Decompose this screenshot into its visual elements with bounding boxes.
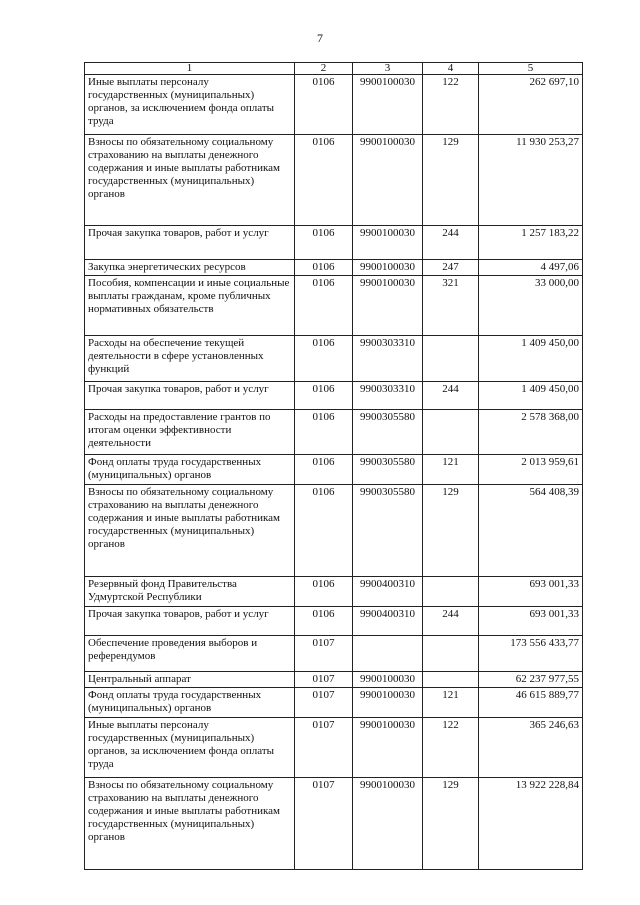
row-name-cell: Расходы на обеспечение текущей деятельности в сфере установленных функций (85, 336, 295, 382)
row-sum-cell: 13 922 228,84 (479, 778, 583, 870)
table-row (85, 688, 583, 718)
row-name-cell: Взносы по обязательному социальному страхованию на выплаты денежного содержания и иные выплаты работникам государственных (муниципальных) органов (85, 485, 295, 577)
row-sum-cell: 46 615 889,77 (479, 688, 583, 718)
row-name-cell: Обеспечение проведения выборов и референдумов (85, 636, 295, 672)
row-sum-cell: 365 246,63 (479, 718, 583, 778)
row-code-cell: 9900100030 (353, 276, 423, 336)
table-row (85, 485, 583, 577)
row-section-cell: 0107 (295, 672, 353, 688)
row-section-cell: 0107 (295, 688, 353, 718)
table-row (85, 135, 583, 226)
column-header-section: 2 (295, 63, 353, 75)
row-type-cell (423, 410, 479, 455)
row-name-cell: Расходы на предоставление грантов по итогам оценки эффективности деятельности (85, 410, 295, 455)
row-sum-cell: 693 001,33 (479, 607, 583, 636)
row-name-cell: Прочая закупка товаров, работ и услуг (85, 607, 295, 636)
table-row (85, 410, 583, 455)
table-row (85, 382, 583, 410)
row-code-cell: 9900305580 (353, 485, 423, 577)
row-name-cell: Фонд оплаты труда государственных (муниципальных) органов (85, 688, 295, 718)
row-code-cell: 9900305580 (353, 455, 423, 485)
row-code-cell: 9900303310 (353, 336, 423, 382)
row-section-cell: 0106 (295, 607, 353, 636)
row-sum-cell: 262 697,10 (479, 75, 583, 135)
budget-table (84, 62, 583, 870)
table-row (85, 672, 583, 688)
row-sum-cell: 11 930 253,27 (479, 135, 583, 226)
table-row (85, 276, 583, 336)
row-section-cell: 0106 (295, 382, 353, 410)
row-section-cell: 0106 (295, 485, 353, 577)
row-name-cell: Центральный аппарат (85, 672, 295, 688)
row-section-cell: 0106 (295, 577, 353, 607)
row-section-cell: 0106 (295, 75, 353, 135)
row-code-cell: 9900100030 (353, 260, 423, 276)
row-type-cell (423, 577, 479, 607)
row-sum-cell: 33 000,00 (479, 276, 583, 336)
row-sum-cell: 4 497,06 (479, 260, 583, 276)
table-row (85, 718, 583, 778)
row-section-cell: 0107 (295, 636, 353, 672)
row-sum-cell: 564 408,39 (479, 485, 583, 577)
row-sum-cell: 1 409 450,00 (479, 336, 583, 382)
table-row (85, 778, 583, 870)
row-type-cell: 121 (423, 455, 479, 485)
row-name-cell: Закупка энергетических ресурсов (85, 260, 295, 276)
column-header-name: 1 (85, 63, 295, 75)
table-row (85, 336, 583, 382)
row-type-cell: 247 (423, 260, 479, 276)
row-type-cell: 122 (423, 75, 479, 135)
table-row (85, 577, 583, 607)
row-type-cell: 122 (423, 718, 479, 778)
row-name-cell: Иные выплаты персоналу государственных (муниципальных) органов, за исключением фонда оплаты труда (85, 718, 295, 778)
row-sum-cell: 693 001,33 (479, 577, 583, 607)
row-name-cell: Иные выплаты персоналу государственных (муниципальных) органов, за исключением фонда оплаты труда (85, 75, 295, 135)
row-section-cell: 0106 (295, 455, 353, 485)
row-type-cell: 244 (423, 607, 479, 636)
row-name-cell: Взносы по обязательному социальному страхованию на выплаты денежного содержания и иные выплаты работникам государственных (муниципальных) органов (85, 135, 295, 226)
row-code-cell: 9900305580 (353, 410, 423, 455)
row-section-cell: 0106 (295, 336, 353, 382)
row-sum-cell: 1 257 183,22 (479, 226, 583, 260)
row-code-cell: 9900100030 (353, 135, 423, 226)
row-code-cell: 9900100030 (353, 75, 423, 135)
row-section-cell: 0106 (295, 135, 353, 226)
row-type-cell (423, 336, 479, 382)
table-header-row (85, 63, 583, 75)
row-type-cell: 244 (423, 382, 479, 410)
row-type-cell (423, 672, 479, 688)
row-type-cell: 129 (423, 485, 479, 577)
table-row (85, 607, 583, 636)
row-type-cell: 321 (423, 276, 479, 336)
row-section-cell: 0107 (295, 718, 353, 778)
table-row (85, 226, 583, 260)
row-type-cell: 129 (423, 135, 479, 226)
table-body (85, 75, 583, 870)
row-name-cell: Резервный фонд Правительства Удмуртской Республики (85, 577, 295, 607)
row-name-cell: Прочая закупка товаров, работ и услуг (85, 226, 295, 260)
row-code-cell: 9900400310 (353, 607, 423, 636)
row-section-cell: 0106 (295, 276, 353, 336)
row-sum-cell: 2 013 959,61 (479, 455, 583, 485)
row-type-cell: 244 (423, 226, 479, 260)
table-row (85, 75, 583, 135)
row-type-cell: 129 (423, 778, 479, 870)
table-row (85, 260, 583, 276)
row-section-cell: 0106 (295, 260, 353, 276)
row-section-cell: 0107 (295, 778, 353, 870)
row-code-cell: 9900100030 (353, 688, 423, 718)
row-code-cell: 9900100030 (353, 226, 423, 260)
row-name-cell: Фонд оплаты труда государственных (муниципальных) органов (85, 455, 295, 485)
column-header-type: 4 (423, 63, 479, 75)
table-row (85, 636, 583, 672)
row-sum-cell: 62 237 977,55 (479, 672, 583, 688)
column-header-code: 3 (353, 63, 423, 75)
column-header-sum: 5 (479, 63, 583, 75)
row-name-cell: Прочая закупка товаров, работ и услуг (85, 382, 295, 410)
row-name-cell: Пособия, компенсации и иные социальные выплаты гражданам, кроме публичных нормативных обязательств (85, 276, 295, 336)
row-code-cell: 9900100030 (353, 718, 423, 778)
row-sum-cell: 1 409 450,00 (479, 382, 583, 410)
row-type-cell: 121 (423, 688, 479, 718)
row-name-cell: Взносы по обязательному социальному страхованию на выплаты денежного содержания и иные выплаты работникам государственных (муниципальных) органов (85, 778, 295, 870)
row-type-cell (423, 636, 479, 672)
row-sum-cell: 2 578 368,00 (479, 410, 583, 455)
row-sum-cell: 173 556 433,77 (479, 636, 583, 672)
row-code-cell: 9900100030 (353, 672, 423, 688)
page-number: 7 (317, 31, 323, 45)
row-code-cell: 9900100030 (353, 778, 423, 870)
row-section-cell: 0106 (295, 410, 353, 455)
row-section-cell: 0106 (295, 226, 353, 260)
row-code-cell (353, 636, 423, 672)
row-code-cell: 9900303310 (353, 382, 423, 410)
table-row (85, 455, 583, 485)
row-code-cell: 9900400310 (353, 577, 423, 607)
